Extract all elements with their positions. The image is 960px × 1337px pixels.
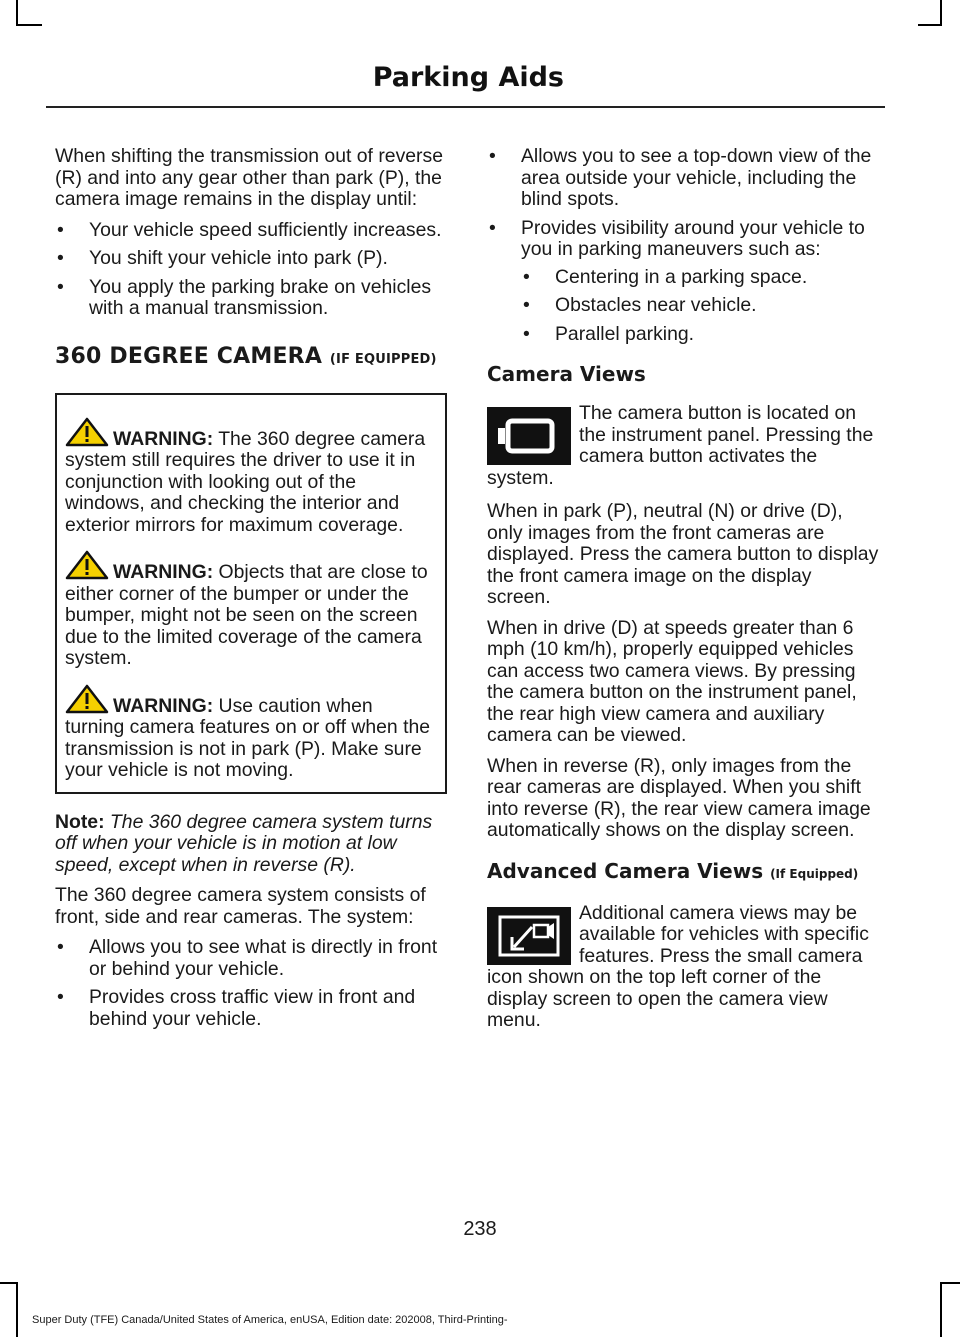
- intro-list: [55, 220, 447, 320]
- page-number: 238: [463, 1218, 497, 1240]
- paragraph: When in reverse (R), only images from the rear cameras are displayed. When you shift into reverse (R), the rear view camera image automatically shows on the display screen.: [487, 754, 871, 841]
- list-item: • Allows you to see a top-down view of the area outside your vehicle, including the blind spots.: [487, 146, 879, 211]
- list-item: • You apply the parking brake on vehicles with a manual transmission.: [55, 277, 447, 320]
- camera-views-text: The camera button is located on the instrument panel. Pressing the camera button activates the system.: [487, 403, 874, 489]
- warning-triangle-icon: [65, 417, 109, 447]
- page-header-title: Parking Aids: [372, 62, 564, 93]
- advanced-text: Additional camera views may be available for vehicles with specific features. Press the small camera icon shown on the top left corner of the display screen to open the camera view menu.: [487, 902, 869, 1031]
- note-label: Note:: [55, 810, 105, 833]
- warning: [65, 684, 437, 782]
- camera-views-block: [487, 403, 879, 489]
- sub-list-item: • Parallel parking.: [521, 324, 879, 346]
- section-title: 360 DEGREE CAMERA: [55, 343, 323, 369]
- paragraph: When in drive (D) at speeds greater than 6 mph (10 km/h), properly equipped vehicles can access two camera views. By pressing the camera button on the instrument panel, the rear high view camera and auxiliary camera can be viewed.: [487, 616, 857, 746]
- list-item: • Your vehicle speed sufficiently increases.: [55, 220, 447, 242]
- sub-list: [521, 267, 879, 346]
- paragraph: When in park (P), neutral (N) or drive (D), only images from the front cameras are displayed. Press the camera button to display the front camera image on the display screen.: [487, 500, 879, 608]
- crop-mark: [0, 1282, 18, 1284]
- section-suffix: (IF EQUIPPED): [329, 351, 437, 367]
- system-list: [55, 937, 447, 1030]
- warning-box: [55, 393, 447, 794]
- crop-mark: [16, 24, 42, 26]
- advanced-suffix: (If Equipped): [770, 866, 859, 881]
- warning-label: WARNING:: [113, 427, 214, 450]
- system-intro: The 360 degree camera system consists of front, side and rear cameras. The system:: [55, 884, 426, 928]
- camera-view-menu-icon: [487, 907, 571, 965]
- crop-mark: [918, 24, 942, 26]
- warning-text: Use caution when turning camera features on or off when the transmission is not in park (P). Make sure your vehicle is not moving.: [65, 694, 431, 781]
- warning: [65, 550, 437, 670]
- left-column: [55, 146, 447, 1039]
- section-heading: [55, 342, 447, 375]
- warning-triangle-icon: [65, 550, 109, 580]
- list-item: • Provides cross traffic view in front and behind your vehicle.: [55, 987, 447, 1030]
- note-text: The 360 degree camera system turns off when your vehicle is in motion at low speed, except when in reverse (R).: [55, 810, 433, 876]
- crop-mark: [16, 1282, 18, 1337]
- edition-line: Super Duty (TFE) Canada/United States of America, enUSA, Edition date: 202008, Third-Printing-: [32, 1314, 508, 1326]
- intro-paragraph: When shifting the transmission out of reverse (R) and into any gear other than park (P), the camera image remains in the display until:: [55, 145, 443, 210]
- warning-text: The 360 degree camera system still requires the driver to use it in conjunction with looking out of the windows, and checking the interior and exterior mirrors for maximum coverage.: [65, 427, 426, 536]
- crop-mark: [940, 1282, 960, 1284]
- advanced-title: Advanced Camera Views: [487, 858, 764, 883]
- crop-mark: [16, 0, 18, 26]
- header-rule: [46, 106, 885, 108]
- advanced-block: [487, 903, 879, 1032]
- sub-list-item: • Centering in a parking space.: [521, 267, 879, 289]
- camera-button-icon: [487, 407, 571, 465]
- list-item: [487, 218, 879, 346]
- crop-mark: [940, 0, 942, 26]
- warning-label: WARNING:: [113, 561, 214, 583]
- warning-label: WARNING:: [113, 694, 214, 717]
- list-item-text: Provides visibility around your vehicle to you in parking maneuvers such as:: [521, 216, 865, 260]
- warning-triangle-icon: [65, 684, 109, 714]
- list-item: • Allows you to see what is directly in front or behind your vehicle.: [55, 937, 447, 980]
- note-paragraph: [55, 812, 447, 877]
- warning-text: Objects that are close to either corner of the bumper or under the bumper, might not be seen on the screen due to the limited coverage of the camera system.: [65, 561, 428, 669]
- list-item: • You shift your vehicle into park (P).: [55, 248, 447, 270]
- features-list: [487, 146, 879, 345]
- warning: [65, 417, 437, 537]
- sub-list-item: • Obstacles near vehicle.: [521, 295, 879, 317]
- advanced-heading: [487, 858, 879, 887]
- right-column: [487, 146, 879, 1032]
- crop-mark: [940, 1282, 942, 1337]
- camera-views-heading: Camera Views: [487, 362, 646, 386]
